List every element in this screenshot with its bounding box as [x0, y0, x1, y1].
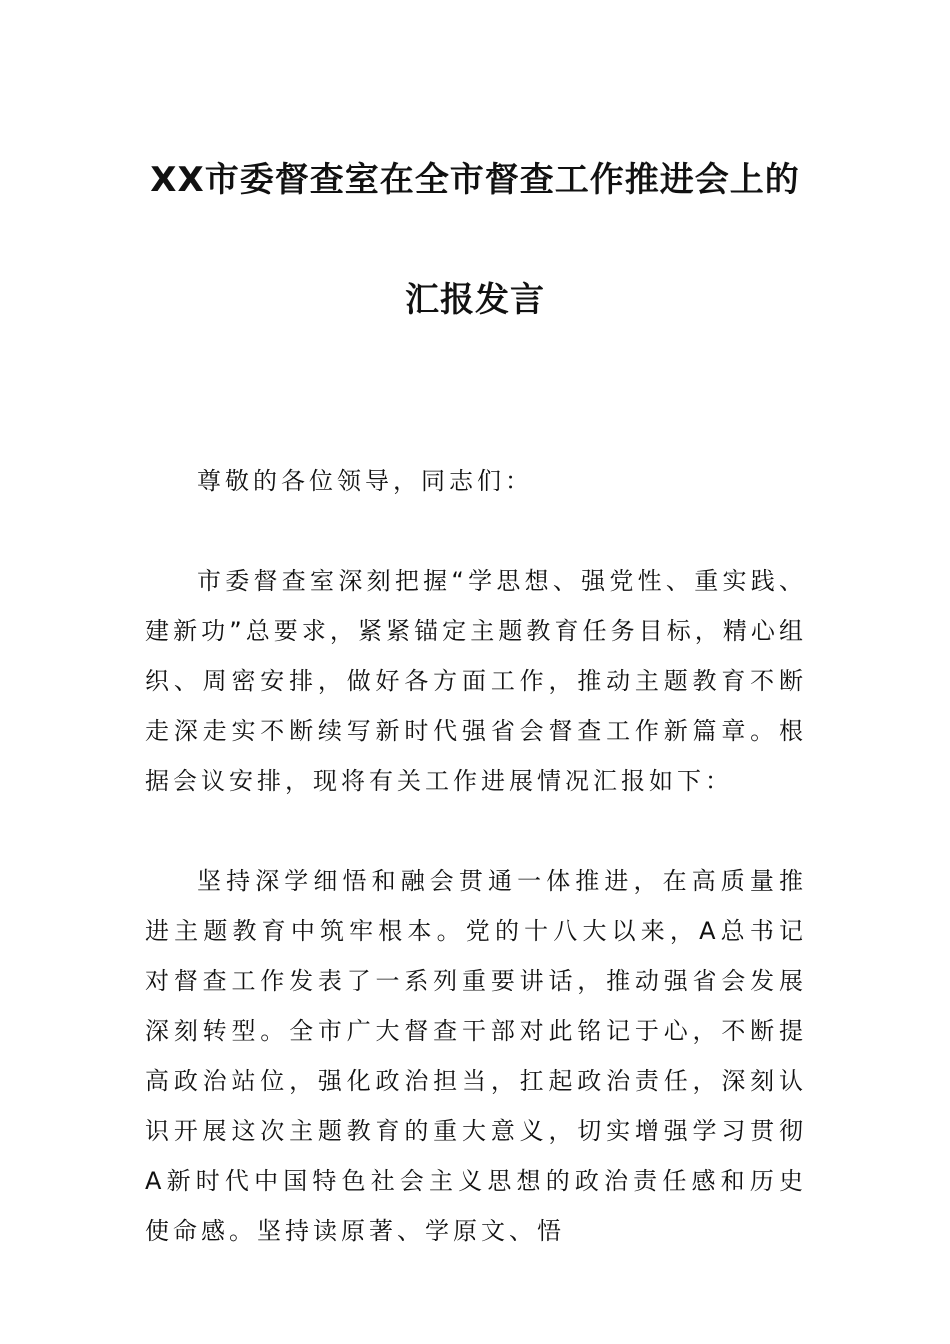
- paragraph-2: 坚持深学细悟和融会贯通一体推进，在高质量推进主题教育中筑牢根本。党的十八大以来，A总书记对督查工作发表了一系列重要讲话，推动强省会发展深刻转型。全市广大督查干部对此铭记于心，不断提高政治站位，强化政治担当，扛起政治责任，深刻认识开展这次主题教育的重大意义，切实增强学习贯彻A新时代中国特色社会主义思想的政治责任感和历史使命感。坚持读原著、学原文、悟: [145, 867, 807, 1245]
- document-title-line-1: XX市委督查室在全市督查工作推进会上的: [150, 160, 800, 200]
- document-title-line-2: 汇报发言: [405, 280, 545, 320]
- paragraph-1: 市委督查室深刻把握“学思想、强党性、重实践、建新功”总要求，紧紧锚定主题教育任务目标，精心组织、周密安排，做好各方面工作，推动主题教育不断走深走实不断续写新时代强省会督查工作新篇章。根据会议安排，现将有关工作进展情况汇报如下：: [145, 567, 807, 795]
- salutation: 尊敬的各位领导，同志们：: [197, 467, 533, 495]
